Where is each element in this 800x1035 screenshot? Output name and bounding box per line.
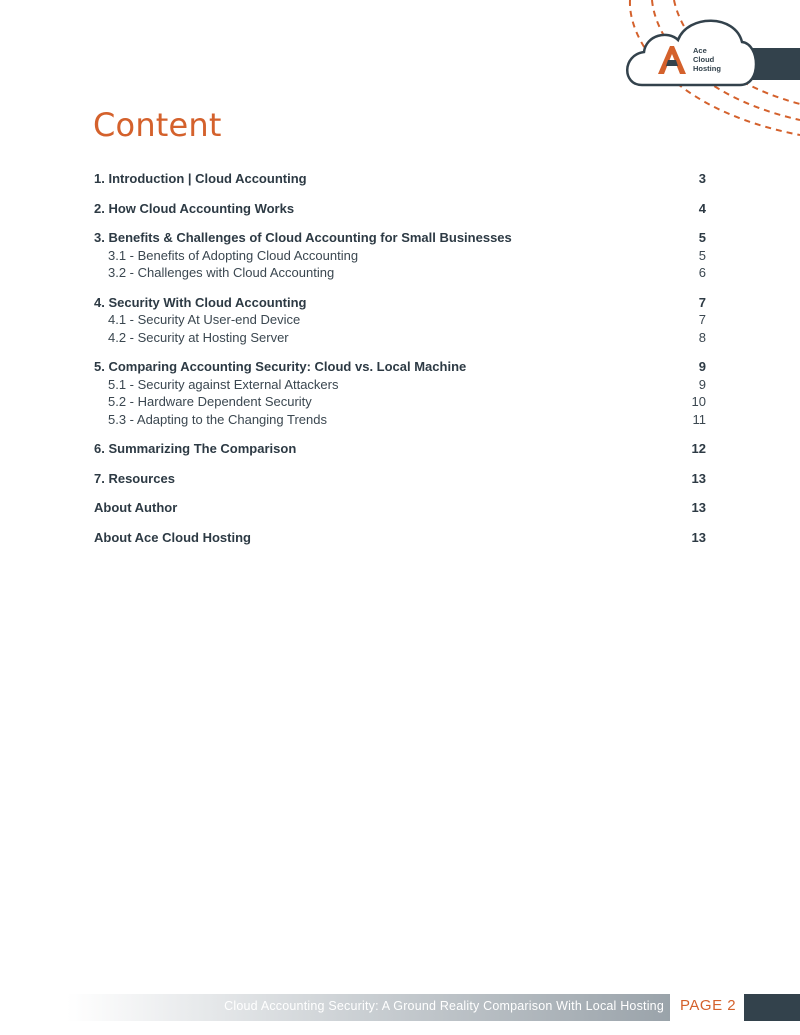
- toc-entry[interactable]: [94, 499, 706, 517]
- toc-entry[interactable]: [94, 170, 706, 188]
- toc-subentry-page: 6: [698, 265, 706, 280]
- footer-document-title: Cloud Accounting Security: A Ground Reality Comparison With Local Hosting: [224, 999, 664, 1013]
- toc-subentry-page: 8: [698, 329, 706, 345]
- toc-entry[interactable]: [94, 229, 706, 247]
- logo-line: Ace: [693, 46, 707, 55]
- toc-section: [94, 440, 706, 458]
- toc-subentry-page: 5: [698, 247, 706, 263]
- toc-subentry-title: 3.2 - Challenges with Cloud Accounting: [108, 265, 335, 280]
- toc-entry[interactable]: [94, 294, 706, 312]
- toc-subentry[interactable]: [94, 393, 706, 411]
- table-of-contents: [94, 170, 706, 558]
- toc-section: [94, 358, 706, 428]
- toc-subentry-page: 11: [692, 411, 706, 427]
- footer-page-number: PAGE 2: [680, 997, 737, 1014]
- toc-subentry-title: 5.2 - Hardware Dependent Security: [108, 394, 312, 409]
- toc-subentry[interactable]: [94, 329, 706, 347]
- toc-subentry[interactable]: [94, 247, 706, 265]
- toc-entry-page: 12: [691, 441, 706, 456]
- toc-entry[interactable]: [94, 440, 706, 458]
- toc-entry-page: 13: [691, 470, 706, 486]
- toc-entry-title: 3. Benefits & Challenges of Cloud Accounting for Small Businesses: [94, 230, 512, 245]
- toc-section: [94, 200, 706, 218]
- toc-section: [94, 529, 706, 547]
- toc-entry-title: 6. Summarizing The Comparison: [94, 441, 297, 456]
- toc-entry-title: About Author: [94, 500, 178, 515]
- toc-entry[interactable]: [94, 358, 706, 376]
- toc-entry-page: 4: [698, 200, 706, 216]
- toc-entry-page: 9: [698, 359, 706, 374]
- footer-dark-block: [744, 994, 800, 1021]
- page-title: Content: [93, 106, 222, 144]
- toc-subentry[interactable]: [94, 411, 706, 429]
- toc-entry[interactable]: [94, 470, 706, 488]
- toc-subentry[interactable]: [94, 376, 706, 394]
- logo-line: Cloud: [693, 55, 715, 64]
- toc-section: [94, 229, 706, 282]
- toc-subentry-page: 9: [698, 376, 706, 392]
- toc-subentry[interactable]: [94, 311, 706, 329]
- toc-subentry-title: 5.3 - Adapting to the Changing Trends: [108, 411, 327, 427]
- toc-entry-title: 2. How Cloud Accounting Works: [94, 200, 295, 216]
- toc-subentry-title: 4.2 - Security at Hosting Server: [108, 329, 289, 345]
- toc-section: [94, 470, 706, 488]
- toc-subentry-title: 5.1 - Security against External Attackers: [108, 376, 339, 392]
- toc-section: [94, 170, 706, 188]
- toc-entry-title: About Ace Cloud Hosting: [94, 529, 251, 545]
- toc-entry-page: 3: [698, 171, 706, 186]
- toc-entry-title: 4. Security With Cloud Accounting: [94, 294, 307, 310]
- toc-entry-title: 5. Comparing Accounting Security: Cloud vs. Local Machine: [94, 359, 467, 374]
- toc-subentry-page: 10: [691, 394, 706, 409]
- toc-section: [94, 294, 706, 347]
- toc-entry-title: 1. Introduction | Cloud Accounting: [94, 171, 307, 186]
- toc-subentry[interactable]: [94, 264, 706, 282]
- toc-entry-page: 7: [698, 294, 706, 310]
- toc-subentry-page: 7: [698, 312, 706, 327]
- logo-wordmark: [693, 46, 721, 73]
- toc-entry-page: 13: [691, 529, 706, 545]
- toc-entry-title: 7. Resources: [94, 470, 175, 486]
- toc-entry-page: 13: [691, 500, 706, 515]
- toc-entry[interactable]: [94, 200, 706, 218]
- toc-entry[interactable]: [94, 529, 706, 547]
- toc-entry-page: 5: [698, 230, 706, 245]
- toc-subentry-title: 4.1 - Security At User-end Device: [108, 312, 301, 327]
- logo-line: Hosting: [693, 64, 721, 73]
- toc-subentry-title: 3.1 - Benefits of Adopting Cloud Accounting: [108, 247, 359, 263]
- toc-section: [94, 499, 706, 517]
